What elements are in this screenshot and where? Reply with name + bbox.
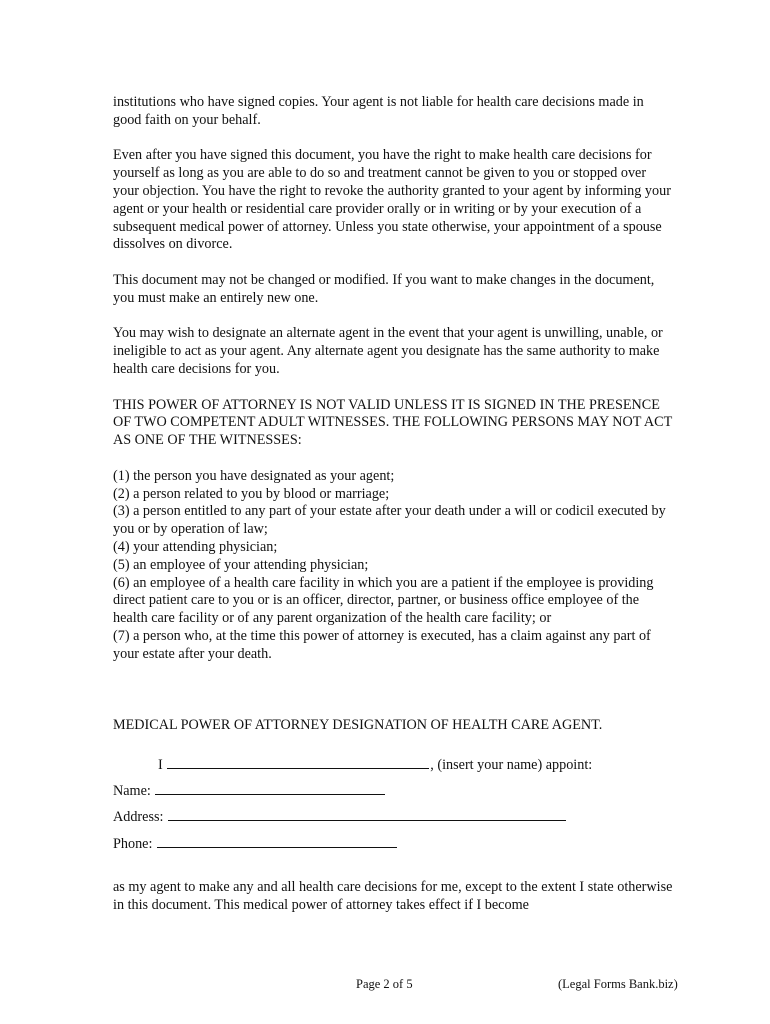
list-item: (5) an employee of your attending physician; bbox=[113, 556, 369, 573]
list-item: (2) a person related to you by blood or marriage; bbox=[113, 485, 390, 502]
list-item: (7) a person who, at the time this power of attorney is executed, has a claim against any part of your estate after your death. bbox=[113, 627, 651, 662]
list-item: (6) an employee of a health care facility in which you are a patient if the employee is providing direct patient care to you or is an officer, director, partner, or business office employee of the health care facility or of any parent organization of the health care facility; or bbox=[113, 574, 654, 627]
paragraph-witness-warning: THIS POWER OF ATTORNEY IS NOT VALID UNLESS IT IS SIGNED IN THE PRESENCE OF TWO COMPETENT ADULT WITNESSES. THE FOLLOWING PERSONS MAY NOT ACT AS ONE OF THE WITNESSES: bbox=[113, 396, 673, 449]
phone-label: Phone: bbox=[113, 836, 153, 852]
address-label: Address: bbox=[113, 809, 164, 825]
agent-address-row bbox=[113, 808, 567, 827]
agent-name-row bbox=[113, 782, 386, 801]
principal-name-field[interactable] bbox=[167, 756, 429, 769]
agent-address-field[interactable] bbox=[168, 808, 566, 821]
paragraph-alternate-agent: You may wish to designate an alternate agent in the event that your agent is unwilling, unable, or ineligible to act as your agent. Any alternate agent you designate has the same authority to make health care decisions for you. bbox=[113, 325, 663, 377]
paragraph-modification: This document may not be changed or modified. If you want to make changes in the document, you must make an entirely new one. bbox=[113, 271, 655, 306]
name-label: Name: bbox=[113, 783, 151, 799]
appoint-row bbox=[158, 756, 592, 775]
list-item: (3) a person entitled to any part of your estate after your death under a will or codicil executed by you or by operation of law; bbox=[113, 503, 666, 538]
footer-source: (Legal Forms Bank.biz) bbox=[558, 977, 678, 991]
page-number: Page 2 of 5 bbox=[356, 977, 413, 991]
appoint-suffix: , (insert your name) appoint: bbox=[430, 757, 593, 773]
paragraph-revocation: Even after you have signed this document, you have the right to make health care decisions for yourself as long as you are able to do so and treatment cannot be given to you or stopped over your objection. You have the right to revoke the authority granted to your agent by informing your agent or your health or residential care provider orally or in writing or by your execution of a subsequent medical power of attorney. Unless you state otherwise, your appointment of a spouse dissolves on divorce. bbox=[113, 147, 671, 253]
section-heading: MEDICAL POWER OF ATTORNEY DESIGNATION OF HEALTH CARE AGENT. bbox=[113, 717, 603, 733]
list-item: (4) your attending physician; bbox=[113, 538, 278, 555]
list-item: (1) the person you have designated as your agent; bbox=[113, 467, 395, 484]
paragraph-liability: institutions who have signed copies. Your agent is not liable for health care decisions made in good faith on your behalf. bbox=[113, 94, 644, 128]
agent-phone-field[interactable] bbox=[157, 835, 397, 848]
agent-name-field[interactable] bbox=[155, 782, 385, 795]
paragraph-agent-authority: as my agent to make any and all health care decisions for me, except to the extent I state otherwise in this document. This medical power of attorney takes effect if I become bbox=[113, 879, 673, 913]
appoint-prefix: I bbox=[158, 757, 163, 773]
document-body bbox=[113, 94, 673, 664]
witness-exclusion-list bbox=[113, 468, 673, 664]
agent-phone-row bbox=[113, 835, 398, 854]
